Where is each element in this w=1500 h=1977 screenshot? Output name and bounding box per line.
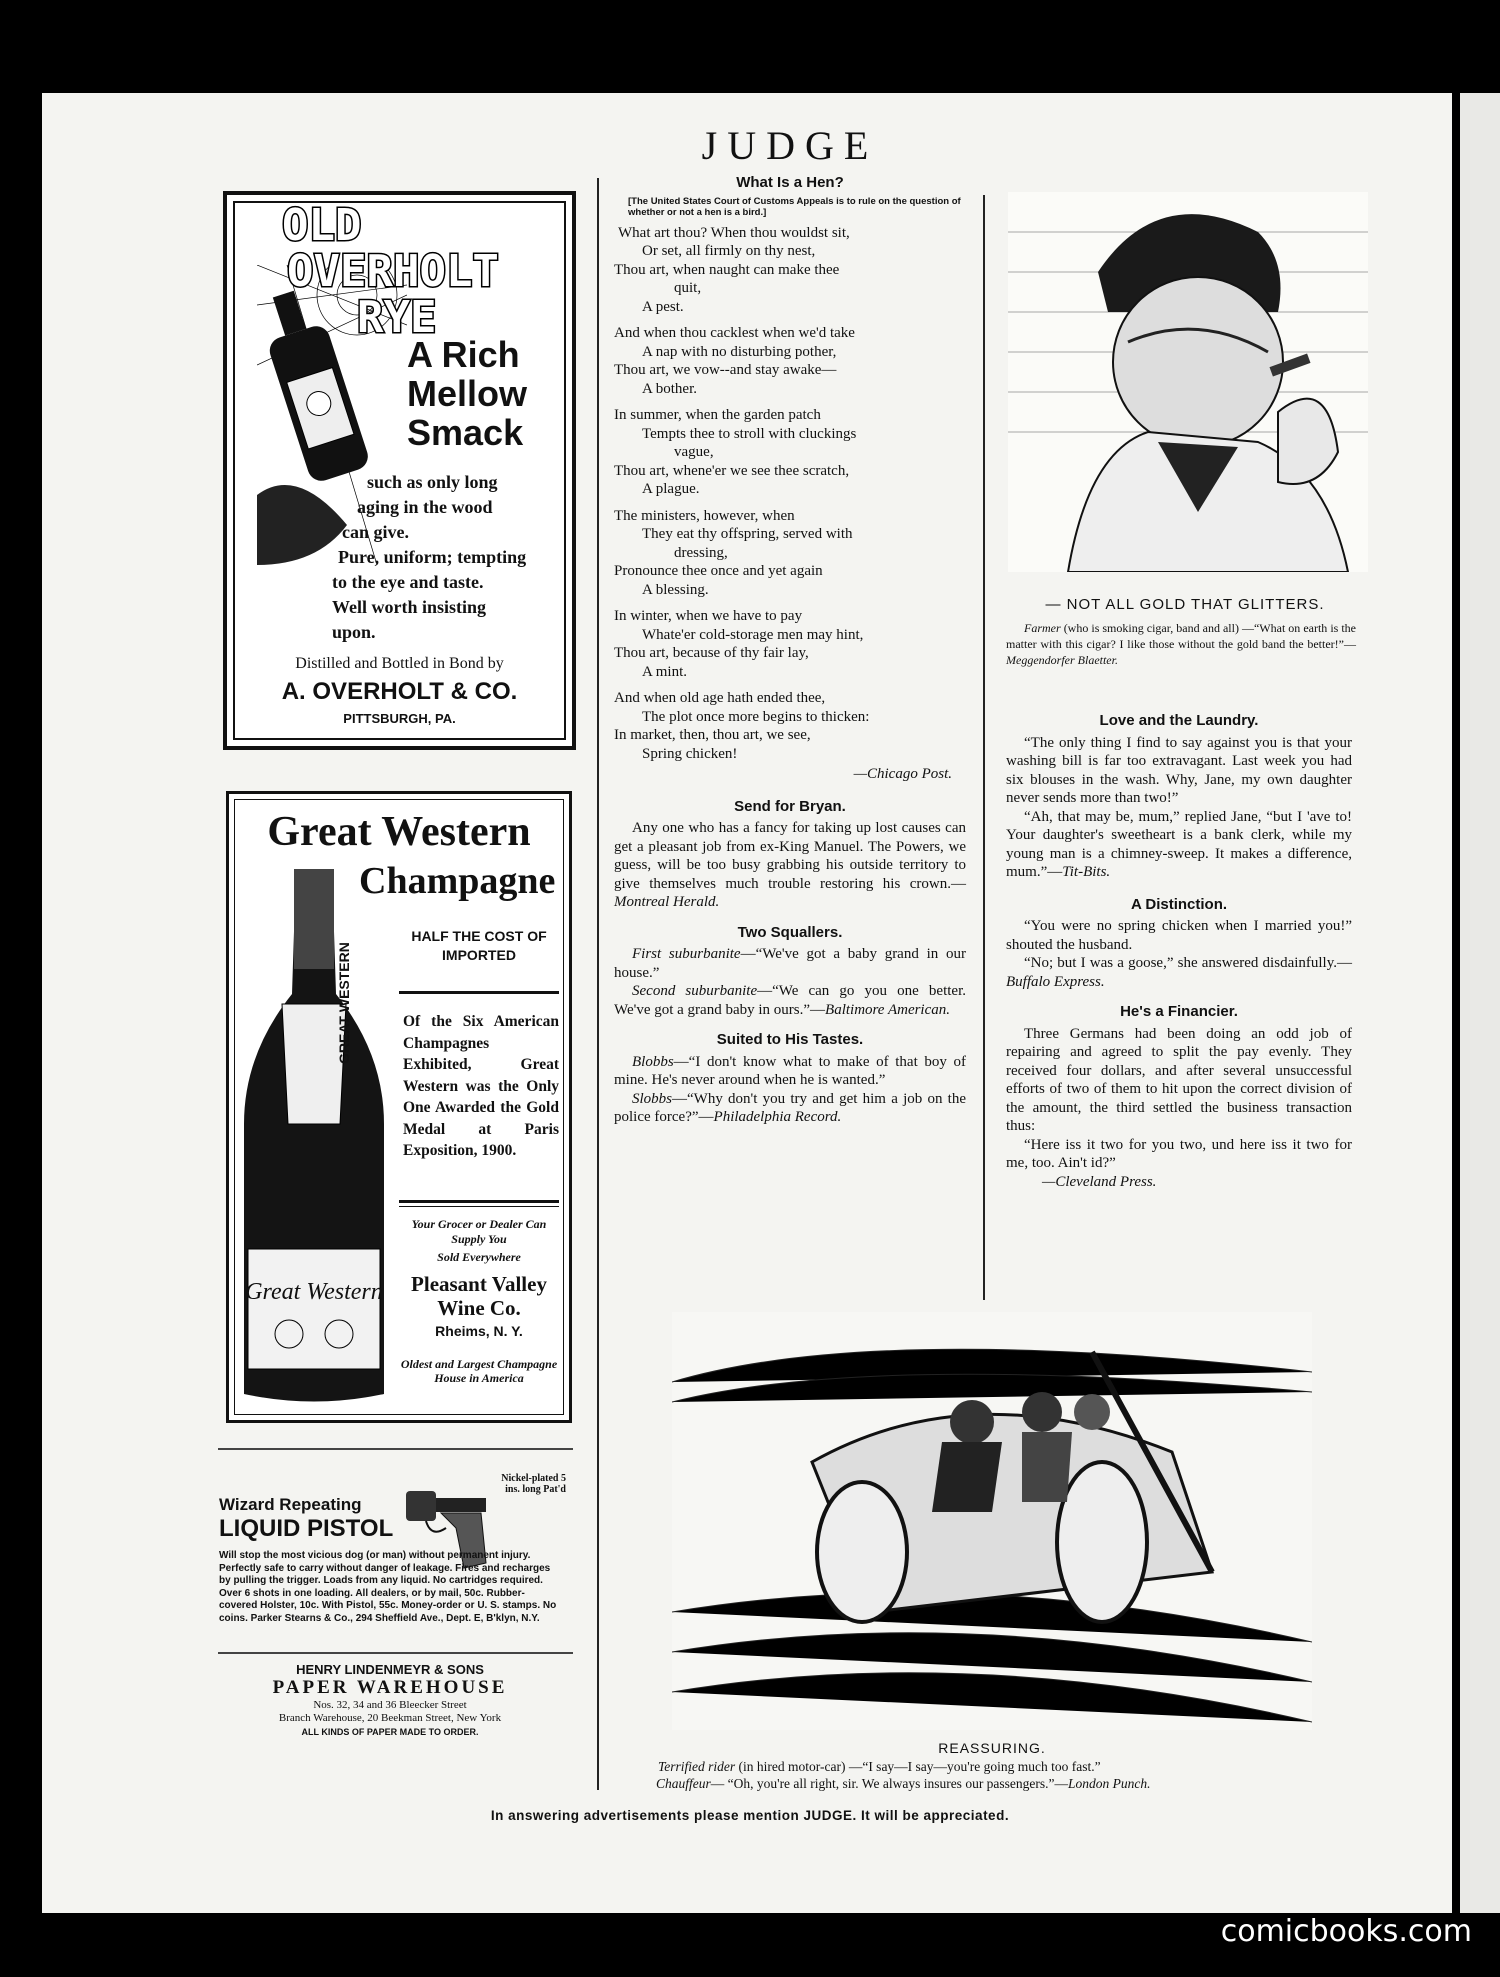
dialogue: (who is smoking cigar, band and all) —“What on earth is the matter with this cigar? I like those without the gold band the better!”— bbox=[1006, 621, 1356, 651]
dialogue: —“We can go you one better. We've got a grand baby in ours.”— bbox=[614, 983, 966, 1018]
copy-line: upon. bbox=[332, 622, 376, 642]
divider bbox=[399, 991, 559, 994]
article-source: London Punch. bbox=[1068, 1776, 1151, 1791]
poem-line: A nap with no disturbing pother, bbox=[642, 343, 837, 360]
dialogue: —“I don't know what to make of that boy of mine. He's never around when he is wanted.” bbox=[614, 1053, 966, 1088]
speaker: Slobbs bbox=[632, 1090, 673, 1107]
article-note: [The United States Court of Customs Appeals is to rule on the question of whether or not a hen is a bird.] bbox=[628, 195, 961, 218]
tagline-line: Mellow bbox=[407, 373, 528, 414]
speaker: Farmer bbox=[1024, 621, 1061, 635]
ad-subtitle: Champagne bbox=[359, 860, 556, 902]
champagne-bottle-illustration bbox=[234, 864, 394, 1409]
cartoon-caption: REASSURING. bbox=[938, 1740, 1046, 1756]
company-name: A. OVERHOLT & CO. bbox=[281, 678, 518, 705]
article-body: “Here iss it two for you two, und here iss it two for me, too. Ain't id?” bbox=[1006, 1136, 1352, 1171]
poem-stanza bbox=[614, 406, 966, 499]
poem-line: Or set, all firmly on thy nest, bbox=[642, 243, 816, 259]
article-body: Three Germans had been doing an odd job of repairing and agreed to split the pay evenly. They received four dollars, and after several unsuccessful efforts of two of them to hit upon the correct division of the amount, the third settled the business transaction thus: bbox=[1006, 1025, 1352, 1134]
company-name: HENRY LINDENMEYR & SONS bbox=[296, 1662, 484, 1677]
article-source: Tit-Bits. bbox=[1062, 864, 1111, 880]
article-title: What Is a Hen? bbox=[736, 174, 844, 191]
cartoon-caption: — NOT ALL GOLD THAT GLITTERS. bbox=[1045, 596, 1325, 613]
cartoon-text bbox=[656, 1758, 1326, 1792]
poem-line: dressing, bbox=[674, 544, 728, 561]
brand-line: OLD bbox=[282, 200, 362, 251]
article-body bbox=[1006, 808, 1352, 882]
oldest-note: Oldest and Largest Champagne House in America bbox=[400, 1357, 558, 1385]
article-text: Any one who has a fancy for taking up lost causes can get a pleasant job from ex-King Manuel. The Powers, we guess, will be too busy grabbing his outside territory to give themselves much trouble restoring his crown.— bbox=[614, 820, 966, 892]
speaker: Chauffeur bbox=[656, 1776, 711, 1791]
dialogue: (in hired motor-car) —“I say—I say—you're going much too fast.” bbox=[735, 1759, 1101, 1774]
copy-line: aging in the wood bbox=[357, 497, 493, 517]
poem-line: Pronounce thee once and yet again bbox=[614, 563, 823, 579]
company-name: Pleasant Valley Wine Co. bbox=[411, 1272, 547, 1320]
ad-note: ALL KINDS OF PAPER MADE TO ORDER. bbox=[301, 1727, 479, 1737]
article-body bbox=[614, 982, 966, 1019]
half-cost: HALF THE COST OF IMPORTED bbox=[411, 928, 547, 963]
poem-line: And when thou cacklest when we'd take bbox=[614, 325, 855, 341]
dialogue: — “Oh, you're all right, sir. We always insures our passengers.”— bbox=[710, 1776, 1069, 1791]
watermark: comicbooks.com bbox=[1220, 1914, 1472, 1949]
article-title: Two Squallers. bbox=[737, 923, 843, 941]
poem-stanza bbox=[614, 507, 966, 600]
brand-line: OVERHOLT bbox=[287, 246, 499, 297]
poem-line: Spring chicken! bbox=[642, 745, 738, 762]
article-source: Buffalo Express. bbox=[1006, 973, 1105, 990]
medal-text: Of the Six American Champagnes Exhibited, Great Western was the Only One Awarded the Gold Medal at Paris Exposition, 1900. bbox=[403, 1013, 559, 1159]
ad-title: Great Western bbox=[267, 809, 531, 855]
tagline-line: A Rich bbox=[407, 334, 520, 375]
poem-line: And when old age hath ended thee, bbox=[614, 690, 826, 706]
address-line: Branch Warehouse, 20 Beekman Street, New York bbox=[278, 1712, 502, 1724]
dialogue: —“We've got a baby grand in our house.” bbox=[614, 946, 966, 981]
poem-line: A pest. bbox=[642, 298, 684, 315]
poem-line: A plague. bbox=[642, 481, 700, 497]
address-line: Nos. 32, 34 and 36 Bleecker Street bbox=[313, 1699, 467, 1711]
divider bbox=[399, 1206, 559, 1207]
company-city: PITTSBURGH, PA. bbox=[343, 711, 456, 726]
article-source: —Chicago Post. bbox=[853, 766, 952, 782]
article-title: He's a Financier. bbox=[1120, 1003, 1238, 1020]
copy-line: Well worth insisting bbox=[332, 597, 487, 617]
article-title: A Distinction. bbox=[1130, 895, 1228, 913]
poem-line: The ministers, however, when bbox=[614, 507, 795, 524]
article-body: “The only thing I find to say against you is that your washing bill is far too extravagant. Last week you had six blouses in the wash. Why, Jane, my own daughter never sends more than two!” bbox=[1006, 734, 1352, 806]
dialogue-line bbox=[656, 1758, 1326, 1775]
poem-line: The plot once more begins to thicken: bbox=[642, 708, 870, 725]
poem-line: A mint. bbox=[642, 663, 688, 680]
speaker: Second suburbanite bbox=[632, 983, 758, 999]
article-body bbox=[1006, 954, 1352, 991]
article-text: “No; but I was a goose,” she answered disdainfully.— bbox=[1024, 955, 1352, 971]
next-page-edge bbox=[1460, 93, 1500, 1913]
article-source: —Cleveland Press. bbox=[1042, 1173, 1157, 1190]
poem-line: quit, bbox=[674, 280, 702, 296]
wizard-liquid-pistol-ad bbox=[216, 1473, 566, 1643]
poem-line: Thou art, when naught can make thee bbox=[614, 261, 840, 278]
article-body bbox=[614, 945, 966, 982]
page-title: JUDGE bbox=[701, 123, 879, 168]
speaker: Terrified rider bbox=[658, 1759, 736, 1774]
dialogue: —“Why don't you try and get him a job on the police force?”— bbox=[614, 1090, 966, 1125]
ad-title: PAPER WAREHOUSE bbox=[272, 1677, 508, 1698]
cigar-smoker-cartoon bbox=[1008, 192, 1368, 572]
poem-line: vague, bbox=[674, 444, 714, 460]
column-divider-left bbox=[597, 178, 599, 1790]
dialogue-line bbox=[656, 1775, 1326, 1792]
column-divider-right bbox=[983, 195, 985, 1300]
tagline-line: Smack bbox=[407, 412, 524, 453]
page-footer: In answering advertisements please mention JUDGE. It will be appreciated. bbox=[490, 1808, 1010, 1823]
copy-line: Pure, uniform; tempting bbox=[338, 547, 527, 567]
article-source: Montreal Herald. bbox=[614, 894, 720, 910]
article-title: Send for Bryan. bbox=[734, 797, 846, 815]
tagline bbox=[407, 335, 527, 452]
article-source: Philadelphia Record. bbox=[713, 1109, 842, 1125]
poem-line: In winter, when we have to pay bbox=[614, 608, 803, 624]
article-body: “You were no spring chicken when I married you!” shouted the husband. bbox=[1006, 918, 1352, 953]
ad-divider bbox=[218, 1448, 573, 1450]
article-title: Suited to His Tastes. bbox=[716, 1031, 864, 1048]
article-source: Baltimore American. bbox=[825, 1001, 951, 1018]
label-script: Great Western bbox=[245, 1279, 383, 1305]
copy-line: to the eye and taste. bbox=[332, 572, 484, 592]
company-city: Rheims, N. Y. bbox=[435, 1323, 523, 1339]
poem-line: Thou art, because of thy fair lay, bbox=[614, 645, 809, 661]
poem-stanza bbox=[614, 689, 966, 763]
poem-line: Thou art, whene'er we see thee scratch, bbox=[614, 462, 850, 479]
sold-line: Sold Everywhere bbox=[437, 1250, 521, 1264]
article-title: Love and the Laundry. bbox=[1099, 712, 1259, 729]
poem-line: They eat thy offspring, served with bbox=[642, 526, 853, 542]
speaker: Blobbs bbox=[632, 1053, 674, 1070]
grocer-line: Your Grocer or Dealer Can Supply You bbox=[411, 1217, 547, 1246]
neck-label-text: GREAT WESTERN bbox=[336, 942, 352, 1064]
cartoon-text bbox=[1006, 620, 1356, 668]
great-western-champagne-ad bbox=[226, 791, 572, 1423]
article-source: Meggendorfer Blaetter. bbox=[1006, 653, 1118, 667]
article-body bbox=[614, 819, 966, 912]
poem-line: Whate'er cold-storage men may hint, bbox=[642, 626, 864, 643]
poem-line: Thou art, we vow--and stay awake— bbox=[614, 362, 837, 378]
article-body bbox=[614, 1090, 966, 1127]
motor-car-cartoon bbox=[672, 1312, 1312, 1730]
poem-line: A blessing. bbox=[642, 581, 709, 598]
ad-divider-2 bbox=[218, 1652, 573, 1654]
speaker: First suburbanite bbox=[632, 946, 741, 962]
center-column bbox=[614, 174, 966, 1127]
poem-line: In summer, when the garden patch bbox=[614, 407, 821, 423]
poem-stanza bbox=[614, 224, 966, 317]
poem-line: A bother. bbox=[642, 380, 697, 397]
copy-line: such as only long bbox=[367, 472, 498, 492]
poem-line: In market, then, thou art, we see, bbox=[614, 727, 811, 743]
brand-line: RYE bbox=[357, 292, 437, 343]
poem-stanza bbox=[614, 607, 966, 681]
brand-name bbox=[227, 200, 572, 343]
right-column bbox=[1006, 706, 1352, 1191]
paper-warehouse-ad bbox=[210, 1662, 570, 1737]
divider bbox=[399, 1200, 559, 1203]
ad-subtitle: LIQUID PISTOL bbox=[219, 1515, 394, 1542]
distilled-by: Distilled and Bottled in Bond by bbox=[295, 655, 504, 672]
copy-line: can give. bbox=[342, 522, 409, 542]
ad-title: Wizard Repeating bbox=[219, 1495, 362, 1514]
grocer-note bbox=[399, 1217, 559, 1265]
poem-line: What art thou? When thou wouldst sit, bbox=[618, 224, 850, 241]
overholt-rye-ad bbox=[223, 191, 576, 750]
poem-stanza bbox=[614, 324, 966, 398]
ad-copy bbox=[332, 470, 557, 645]
pistol-description: Will stop the most vicious dog (or man) without permanent injury. Perfectly safe to carry without danger of leakage. Fires and recharges by pulling the trigger. Loads from any liquid. No cartridges required. Over 6 shots in one loading. All dealers, or by mail, 50c. Rubber-covered Holster, 10c. With Pistol, 55c. Money-order or U. S. stamps. No coins. Parker Stearns & Co., 294 Sheffield Ave., Dept. E, B'klyn, N.Y. bbox=[219, 1550, 557, 1624]
article-body bbox=[614, 1053, 966, 1090]
pistol-note: Nickel-plated 5 ins. long Pat'd bbox=[501, 1473, 566, 1495]
article-text: “Ah, that may be, mum,” replied Jane, “but I 'ave to! Your daughter's sweetheart is a bank clerk, while my young man is a chimney-sweep. It makes a difference, mum.”— bbox=[1006, 808, 1352, 880]
poem-line: Tempts thee to stroll with cluckings bbox=[642, 425, 857, 442]
